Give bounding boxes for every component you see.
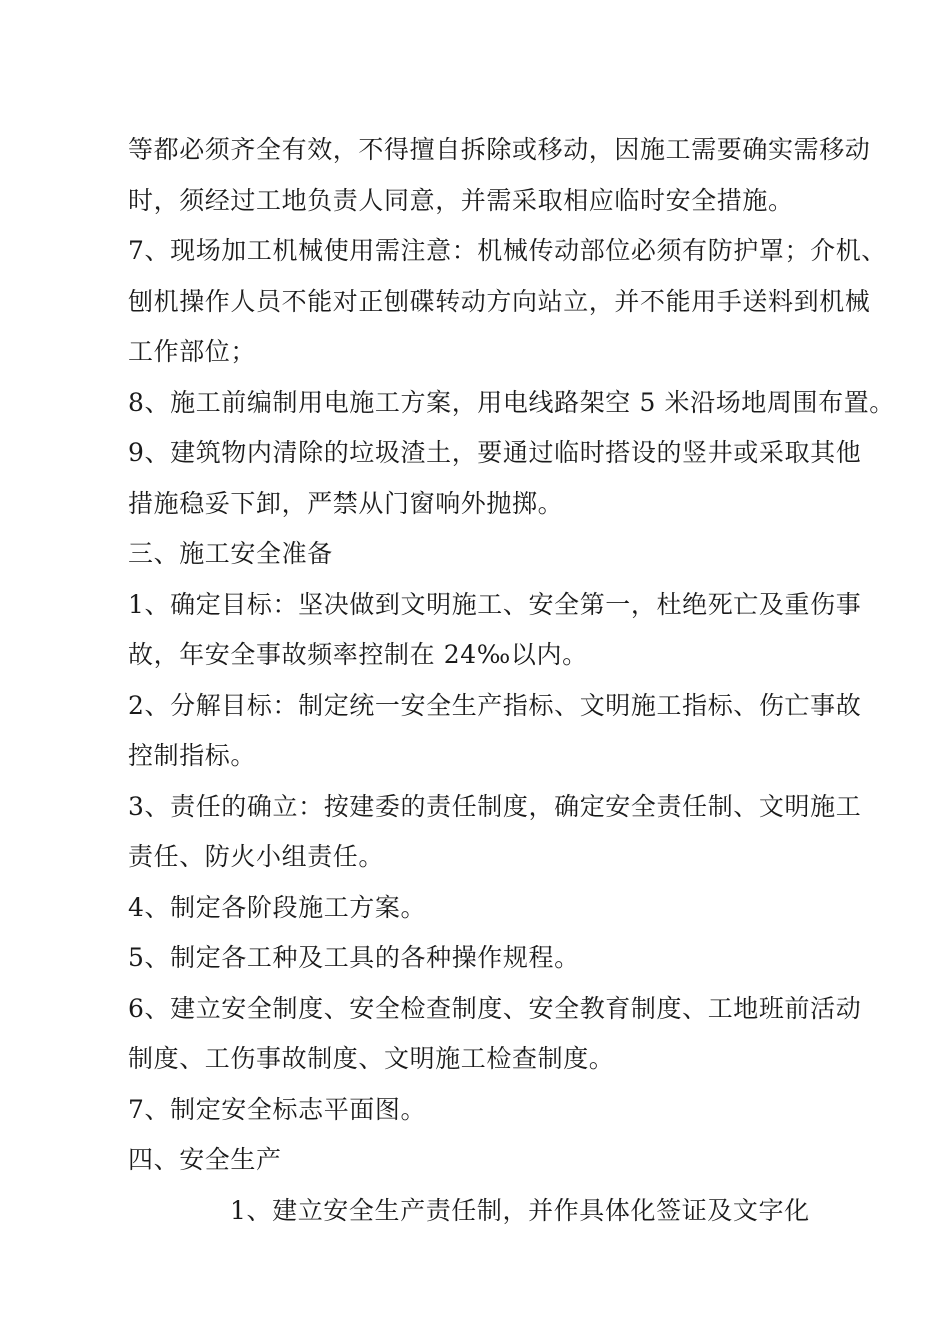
text-line: 时，须经过工地负责人同意，并需采取相应临时安全措施。 (128, 185, 794, 215)
text-line: 2、分解目标：制定统一安全生产指标、文明施工指标、伤亡事故 (128, 690, 862, 720)
text-line: 等都必须齐全有效，不得擅自拆除或移动，因施工需要确实需移动 (128, 135, 871, 164)
section-heading: 三、施工安全准备 (128, 539, 333, 568)
text-line: 责任、防火小组责任。 (128, 842, 385, 871)
text-line: 4、制定各阶段施工方案。 (128, 892, 427, 922)
text-line: 措施稳妥下卸，严禁从门窗响外抛掷。 (128, 488, 564, 518)
text-line: 9、建筑物内清除的垃圾渣土，要通过临时搭设的竖井或采取其他 (128, 438, 862, 467)
section-heading: 四、安全生产 (128, 1145, 282, 1174)
text-line: 1、建立安全生产责任制，并作具体化签证及文字化 (230, 1195, 810, 1225)
text-line: 6、建立安全制度、安全检查制度、安全教育制度、工地班前活动 (128, 993, 862, 1023)
text-line: 制度、工伤事故制度、文明施工检查制度。 (128, 1044, 615, 1073)
text-line: 1、确定目标：坚决做到文明施工、安全第一，杜绝死亡及重伤事 (128, 589, 862, 619)
document-body (128, 125, 895, 1236)
text-line: 控制指标。 (128, 741, 257, 770)
text-line: 3、责任的确立：按建委的责任制度，确定安全责任制、文明施工 (128, 791, 862, 821)
text-line: 5、制定各工种及工具的各种操作规程。 (128, 943, 580, 972)
text-line: 故，年安全事故频率控制在 24‰以内。 (128, 640, 588, 669)
text-line: 8、施工前编制用电施工方案，用电线路架空 5 米沿场地周围布置。 (128, 387, 895, 417)
text-line: 7、制定安全标志平面图。 (128, 1094, 427, 1124)
text-line: 工作部位； (128, 337, 257, 366)
text-line: 刨机操作人员不能对正刨碟转动方向站立，并不能用手送料到机械 (128, 286, 871, 316)
text-line: 7、现场加工机械使用需注意：机械传动部位必须有防护罩；介机、 (128, 236, 887, 265)
